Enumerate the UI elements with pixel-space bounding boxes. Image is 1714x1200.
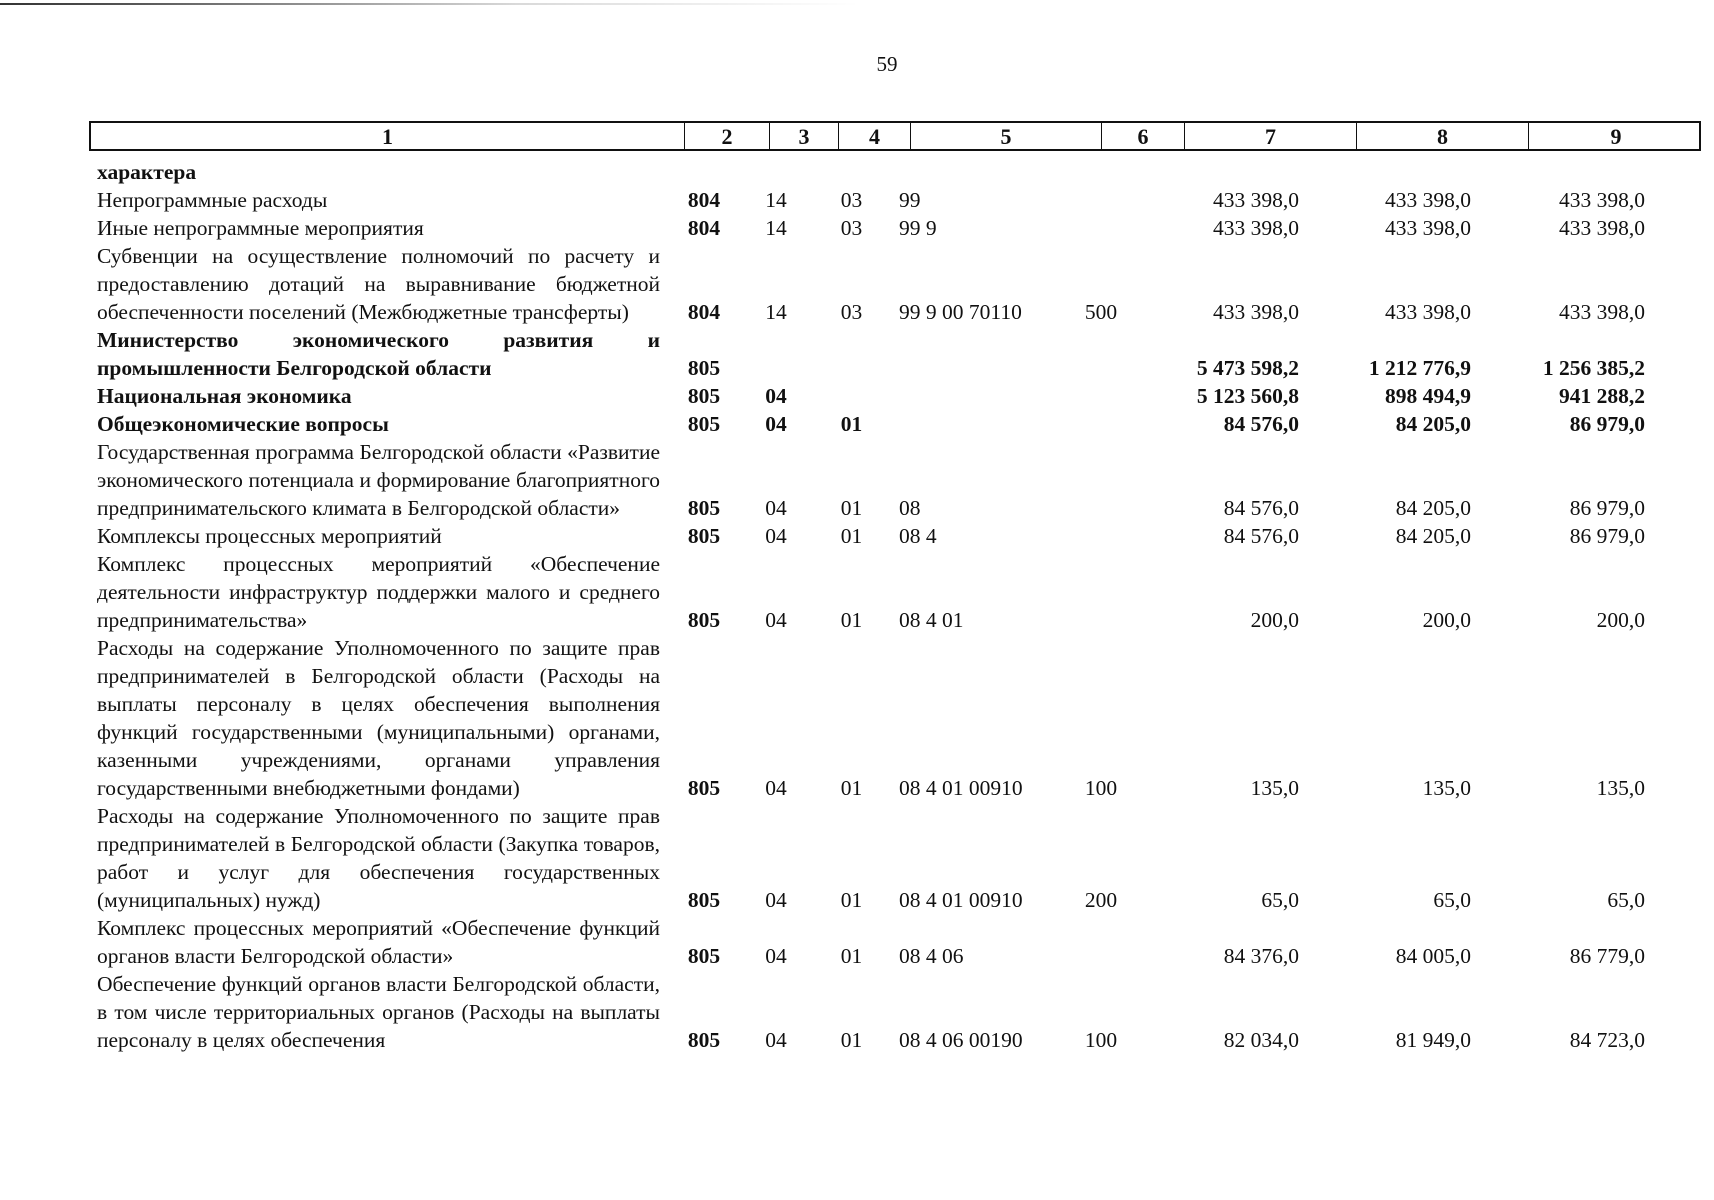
cell-section: 04 xyxy=(765,412,787,436)
cell-ministry-code: 805 xyxy=(687,776,721,800)
cell-section: 04 xyxy=(765,944,787,968)
cell-amount-year-2: 200,0 xyxy=(1422,608,1471,632)
cell-amount-year-1: 5 473 598,2 xyxy=(1196,356,1299,380)
cell-amount-year-1: 84 576,0 xyxy=(1223,496,1299,520)
cell-amount-year-1: 65,0 xyxy=(1261,888,1299,912)
table-row xyxy=(89,242,1701,326)
cell-section: 14 xyxy=(765,188,787,212)
cell-subsection: 01 xyxy=(840,888,863,912)
cell-expense-type: 100 xyxy=(1084,776,1118,800)
cell-amount-year-3: 1 256 385,2 xyxy=(1542,356,1645,380)
cell-ministry-code: 805 xyxy=(687,384,721,408)
cell-subsection: 03 xyxy=(840,300,863,324)
cell-ministry-code: 805 xyxy=(687,608,721,632)
cell-target-article: 08 4 01 00910 xyxy=(899,776,1023,800)
row-name: Непрограммные расходы xyxy=(97,188,328,212)
cell-amount-year-2: 433 398,0 xyxy=(1385,300,1471,324)
cell-amount-year-3: 200,0 xyxy=(1596,608,1645,632)
table-row xyxy=(89,522,1701,550)
cell-amount-year-2: 84 205,0 xyxy=(1395,496,1471,520)
cell-ministry-code: 805 xyxy=(687,888,721,912)
row-name: Комплекс процессных мероприятий «Обеспечение деятельности инфраструктур поддержки малого и среднего предпринимательства» xyxy=(97,552,660,632)
table-row xyxy=(89,214,1701,242)
cell-subsection: 01 xyxy=(840,944,863,968)
cell-target-article: 99 9 xyxy=(899,216,937,240)
table-row xyxy=(89,326,1701,382)
cell-amount-year-2: 135,0 xyxy=(1422,776,1471,800)
cell-section: 04 xyxy=(765,888,787,912)
cell-expense-type: 500 xyxy=(1084,300,1118,324)
cell-amount-year-1: 84 576,0 xyxy=(1223,524,1299,548)
cell-amount-year-1: 433 398,0 xyxy=(1213,300,1299,324)
table-row xyxy=(89,550,1701,634)
table-row xyxy=(89,970,1701,1054)
cell-amount-year-2: 898 494,9 xyxy=(1385,384,1471,408)
cell-ministry-code: 805 xyxy=(687,1028,721,1052)
cell-amount-year-1: 82 034,0 xyxy=(1223,1028,1299,1052)
cell-ministry-code: 805 xyxy=(687,412,721,436)
cell-subsection: 03 xyxy=(840,216,863,240)
cell-amount-year-2: 1 212 776,9 xyxy=(1368,356,1471,380)
row-name: Расходы на содержание Уполномоченного по защите прав предпринимателей в Белгородской области (Расходы на выплаты персоналу в целях обеспечения выполнения функций государственными (муниципальными) органами, казенными учреждениями, органами управления государственными внебюджетными фондами) xyxy=(97,636,660,800)
column-header-4: 4 xyxy=(839,123,911,151)
cell-target-article: 08 4 01 00910 xyxy=(899,888,1023,912)
cell-section: 04 xyxy=(765,608,787,632)
cell-ministry-code: 805 xyxy=(687,524,721,548)
cell-target-article: 08 xyxy=(899,496,921,520)
row-name: Государственная программа Белгородской области «Развитие экономического потенциала и формирование благоприятного предпринимательского климата в Белгородской области» xyxy=(97,440,660,520)
cell-amount-year-1: 433 398,0 xyxy=(1213,188,1299,212)
cell-amount-year-1: 84 376,0 xyxy=(1223,944,1299,968)
cell-section: 04 xyxy=(765,776,787,800)
cell-amount-year-3: 941 288,2 xyxy=(1559,384,1645,408)
cell-expense-type: 100 xyxy=(1084,1028,1118,1052)
column-header-7: 7 xyxy=(1185,123,1357,151)
row-name: Иные непрограммные мероприятия xyxy=(97,216,424,240)
cell-section: 14 xyxy=(765,216,787,240)
cell-target-article: 08 4 01 xyxy=(899,608,964,632)
cell-target-article: 99 xyxy=(899,188,921,212)
table-row xyxy=(89,438,1701,522)
cell-amount-year-1: 135,0 xyxy=(1250,776,1299,800)
cell-subsection: 01 xyxy=(840,608,863,632)
cell-amount-year-3: 135,0 xyxy=(1596,776,1645,800)
cell-amount-year-3: 433 398,0 xyxy=(1559,188,1645,212)
table-row xyxy=(89,914,1701,970)
table-row xyxy=(89,382,1701,410)
row-name: Комплекс процессных мероприятий «Обеспечение функций органов власти Белгородской области» xyxy=(97,916,660,968)
row-name: Комплексы процессных мероприятий xyxy=(97,524,442,548)
row-name: характера xyxy=(97,160,197,184)
budget-table-body xyxy=(89,158,1701,1054)
cell-ministry-code: 804 xyxy=(687,188,721,212)
row-name: Обеспечение функций органов власти Белгородской области, в том числе территориальных органов (Расходы на выплаты персоналу в целях обеспечения xyxy=(97,972,660,1052)
table-row xyxy=(89,634,1701,802)
row-name: Расходы на содержание Уполномоченного по защите прав предпринимателей в Белгородской области (Закупка товаров, работ и услуг для обеспечения государственных (муниципальных) нужд) xyxy=(97,804,660,912)
cell-expense-type: 200 xyxy=(1084,888,1118,912)
table-row xyxy=(89,410,1701,438)
cell-amount-year-3: 86 979,0 xyxy=(1569,496,1645,520)
row-name: Общеэкономические вопросы xyxy=(97,412,389,436)
column-header-8: 8 xyxy=(1357,123,1529,151)
cell-amount-year-2: 84 005,0 xyxy=(1395,944,1471,968)
cell-section: 04 xyxy=(765,496,787,520)
cell-subsection: 01 xyxy=(840,496,863,520)
cell-amount-year-1: 433 398,0 xyxy=(1213,216,1299,240)
column-header-1: 1 xyxy=(91,123,685,151)
table-row xyxy=(89,186,1701,214)
cell-amount-year-3: 65,0 xyxy=(1607,888,1645,912)
cell-target-article: 08 4 xyxy=(899,524,937,548)
cell-target-article: 99 9 00 70110 xyxy=(899,300,1022,324)
column-header-2: 2 xyxy=(685,123,770,151)
table-row xyxy=(89,802,1701,914)
cell-amount-year-2: 84 205,0 xyxy=(1395,412,1471,436)
cell-ministry-code: 805 xyxy=(687,496,721,520)
cell-amount-year-3: 84 723,0 xyxy=(1569,1028,1645,1052)
cell-amount-year-2: 65,0 xyxy=(1433,888,1471,912)
cell-ministry-code: 804 xyxy=(687,300,721,324)
cell-ministry-code: 805 xyxy=(687,356,721,380)
row-name: Национальная экономика xyxy=(97,384,352,408)
cell-amount-year-1: 200,0 xyxy=(1250,608,1299,632)
column-header-9: 9 xyxy=(1610,124,1622,149)
cell-ministry-code: 805 xyxy=(687,944,721,968)
scan-edge-line xyxy=(0,3,860,5)
cell-target-article: 08 4 06 00190 xyxy=(899,1028,1023,1052)
cell-target-article: 08 4 06 xyxy=(899,944,964,968)
cell-section: 04 xyxy=(765,1028,787,1052)
cell-ministry-code: 804 xyxy=(687,216,721,240)
cell-subsection: 01 xyxy=(840,524,863,548)
row-name: Субвенции на осуществление полномочий по расчету и предоставлению дотаций на выравнивание бюджетной обеспеченности поселений (Межбюджетные трансферты) xyxy=(97,244,660,324)
cell-subsection: 01 xyxy=(840,1028,863,1052)
cell-subsection: 01 xyxy=(840,776,863,800)
cell-amount-year-3: 433 398,0 xyxy=(1559,216,1645,240)
cell-amount-year-3: 433 398,0 xyxy=(1559,300,1645,324)
cell-amount-year-1: 84 576,0 xyxy=(1223,412,1299,436)
cell-amount-year-2: 81 949,0 xyxy=(1395,1028,1471,1052)
cell-amount-year-2: 433 398,0 xyxy=(1385,216,1471,240)
column-header-5: 5 xyxy=(911,123,1102,151)
column-header-6: 6 xyxy=(1102,123,1185,151)
row-name: Министерство экономического развития и промышленности Белгородской области xyxy=(97,328,660,380)
table-row xyxy=(89,158,1701,186)
cell-amount-year-3: 86 779,0 xyxy=(1569,944,1645,968)
cell-section: 04 xyxy=(765,524,787,548)
page-number: 59 xyxy=(876,52,898,76)
cell-amount-year-2: 433 398,0 xyxy=(1385,188,1471,212)
table-header xyxy=(89,121,1701,151)
cell-section: 04 xyxy=(765,384,787,408)
column-header-3: 3 xyxy=(770,123,839,151)
cell-subsection: 01 xyxy=(840,412,863,436)
cell-amount-year-1: 5 123 560,8 xyxy=(1196,384,1299,408)
cell-amount-year-3: 86 979,0 xyxy=(1569,412,1645,436)
cell-subsection: 03 xyxy=(840,188,863,212)
cell-amount-year-3: 86 979,0 xyxy=(1569,524,1645,548)
cell-amount-year-2: 84 205,0 xyxy=(1395,524,1471,548)
cell-section: 14 xyxy=(765,300,787,324)
